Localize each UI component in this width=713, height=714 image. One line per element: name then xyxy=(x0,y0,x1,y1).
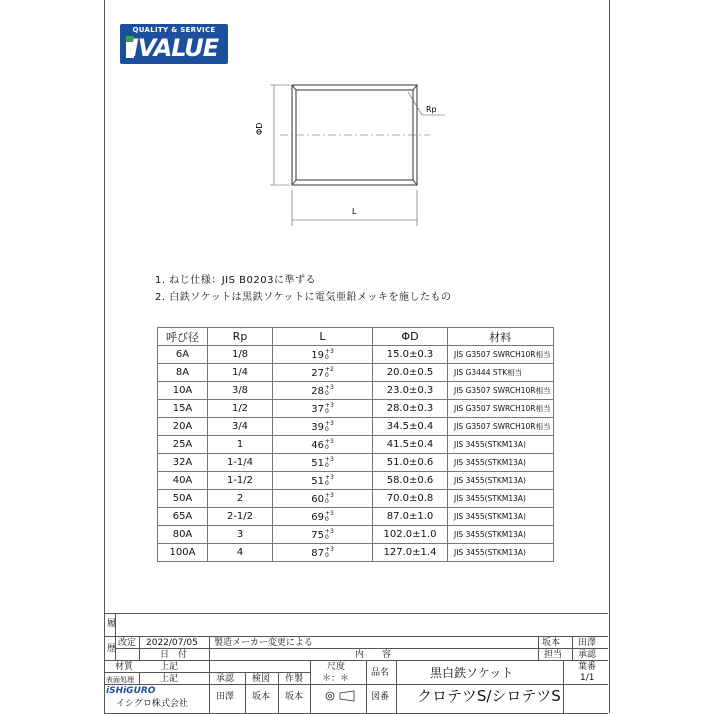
tolerance-lower: 0 xyxy=(324,407,329,415)
cell-material: JIS 3455(STKM13A) xyxy=(448,544,554,562)
revision-by: 坂本 xyxy=(542,638,561,648)
cell-diameter: 15.0±0.3 xyxy=(373,346,448,364)
tolerance-lower: 0 xyxy=(324,533,329,541)
cell-length xyxy=(273,490,373,508)
length-value: 87 xyxy=(311,547,324,559)
socket-drawing xyxy=(240,80,460,230)
table-row xyxy=(158,526,554,544)
length-tolerance xyxy=(325,493,334,505)
checker: 坂本 xyxy=(252,692,271,702)
length-tolerance xyxy=(325,403,334,415)
tolerance-upper: +3 xyxy=(324,383,334,391)
note-1: 1. ねじ仕様：JIS B0203に準ずる xyxy=(155,275,316,286)
cell-diameter: 28.0±0.3 xyxy=(373,400,448,418)
length-value: 27 xyxy=(311,367,324,379)
cell-length xyxy=(273,544,373,562)
charge-label: 担当 xyxy=(544,650,563,660)
approver: 田澤 xyxy=(216,692,235,702)
cell-rp: 3 xyxy=(208,526,273,544)
tolerance-upper: +3 xyxy=(324,491,334,499)
revision-content: 製造メーカー変更による xyxy=(214,638,313,648)
length-tolerance xyxy=(325,421,334,433)
header-diameter: ΦD xyxy=(373,328,448,346)
cell-length xyxy=(273,364,373,382)
tolerance-lower: 0 xyxy=(324,479,329,487)
cell-rp: 2-1/2 xyxy=(208,508,273,526)
cell-material: JIS G3507 SWRCH10R相当 xyxy=(448,382,554,400)
drawing-no-value: クロテツS/シロテツS xyxy=(417,687,561,705)
name-label: 品名 xyxy=(371,668,390,678)
rp-label: Rp xyxy=(426,105,437,114)
material-value: 上記 xyxy=(160,662,179,672)
tolerance-lower: 0 xyxy=(324,389,329,397)
ivalue-logo xyxy=(120,24,228,64)
length-value: 19 xyxy=(311,349,324,361)
spec-body xyxy=(158,346,554,562)
length-value: 46 xyxy=(311,439,324,451)
cell-rp: 4 xyxy=(208,544,273,562)
length-value: 69 xyxy=(311,511,324,523)
length-value: 39 xyxy=(311,421,324,433)
header-material: 材料 xyxy=(448,328,554,346)
note-2: 2. 白鉄ソケットは黒鉄ソケットに電気亜鉛メッキを施したもの xyxy=(155,292,452,303)
cell-size: 100A xyxy=(158,544,208,562)
cell-rp: 1 xyxy=(208,436,273,454)
length-value: 28 xyxy=(311,385,324,397)
tolerance-lower: 0 xyxy=(324,551,329,559)
table-row xyxy=(158,508,554,526)
content-label: 内 容 xyxy=(355,650,392,660)
cell-material: JIS 3455(STKM13A) xyxy=(448,508,554,526)
made-label: 作製 xyxy=(285,674,304,684)
maker: 坂本 xyxy=(285,692,304,702)
cell-length xyxy=(273,418,373,436)
length-tolerance xyxy=(325,439,334,451)
cell-material: JIS G3507 SWRCH10R相当 xyxy=(448,346,554,364)
header-rp: Rp xyxy=(208,328,273,346)
cell-size: 40A xyxy=(158,472,208,490)
cell-rp: 1/4 xyxy=(208,364,273,382)
history-label: 歴 xyxy=(107,644,117,654)
cell-rp: 1/2 xyxy=(208,400,273,418)
length-value: 51 xyxy=(311,475,324,487)
revision-date: 2022/07/05 xyxy=(146,638,198,648)
cell-rp: 2 xyxy=(208,490,273,508)
cell-rp: 1-1/2 xyxy=(208,472,273,490)
cell-size: 25A xyxy=(158,436,208,454)
logo-tagline: QUALITY & SERVICE xyxy=(132,26,216,34)
length-tolerance xyxy=(325,385,334,397)
cell-size: 6A xyxy=(158,346,208,364)
tolerance-upper: +3 xyxy=(324,437,334,445)
length-value: 51 xyxy=(311,457,324,469)
cell-material: JIS 3455(STKM13A) xyxy=(448,490,554,508)
length-tolerance xyxy=(325,547,334,559)
revision-check: 田澤 xyxy=(578,638,597,648)
company-logo: iSHiGURO xyxy=(106,686,156,696)
cell-diameter: 51.0±0.6 xyxy=(373,454,448,472)
cell-size: 65A xyxy=(158,508,208,526)
cell-diameter: 87.0±1.0 xyxy=(373,508,448,526)
cell-size: 8A xyxy=(158,364,208,382)
tolerance-upper: +3 xyxy=(324,473,334,481)
company-name: イシグロ株式会社 xyxy=(116,699,188,709)
surface-label: 表面処理 xyxy=(106,676,134,684)
tolerance-upper: +3 xyxy=(324,419,334,427)
tolerance-lower: 0 xyxy=(324,425,329,433)
sheet-label: 葉番 xyxy=(578,662,597,672)
table-row xyxy=(158,346,554,364)
diameter-label: ΦD xyxy=(255,122,264,135)
cell-diameter: 23.0±0.3 xyxy=(373,382,448,400)
cell-size: 50A xyxy=(158,490,208,508)
length-value: 75 xyxy=(311,529,324,541)
scale-label: 尺度 xyxy=(327,662,346,672)
cell-length xyxy=(273,508,373,526)
length-value: 60 xyxy=(311,493,324,505)
length-tolerance xyxy=(325,529,334,541)
tolerance-upper: +3 xyxy=(324,455,334,463)
cell-rp: 3/8 xyxy=(208,382,273,400)
notes xyxy=(155,272,452,306)
cell-material: JIS 3455(STKM13A) xyxy=(448,436,554,454)
projection-symbol-icon xyxy=(320,689,360,703)
length-value: 37 xyxy=(311,403,324,415)
tolerance-lower: 0 xyxy=(324,371,329,379)
check-label: 検図 xyxy=(252,674,271,684)
cell-length xyxy=(273,472,373,490)
tolerance-lower: 0 xyxy=(324,353,329,361)
tolerance-upper: +3 xyxy=(324,401,334,409)
approve2-label: 承認 xyxy=(216,674,235,684)
material-label: 材質 xyxy=(115,662,134,672)
cell-material: JIS G3444 STK相当 xyxy=(448,364,554,382)
length-tolerance xyxy=(325,367,334,379)
table-row xyxy=(158,400,554,418)
cell-material: JIS 3455(STKM13A) xyxy=(448,472,554,490)
tolerance-lower: 0 xyxy=(324,443,329,451)
tolerance-upper: +3 xyxy=(324,545,334,553)
table-row xyxy=(158,472,554,490)
tolerance-upper: +3 xyxy=(324,527,334,535)
cell-length xyxy=(273,400,373,418)
cell-size: 15A xyxy=(158,400,208,418)
cell-material: JIS G3507 SWRCH10R相当 xyxy=(448,400,554,418)
drawing-no-label: 図番 xyxy=(371,692,390,702)
cell-rp: 1-1/4 xyxy=(208,454,273,472)
cell-length xyxy=(273,526,373,544)
product-name: 黒白鉄ソケット xyxy=(430,666,514,680)
tolerance-lower: 0 xyxy=(324,461,329,469)
table-row xyxy=(158,544,554,562)
cell-material: JIS 3455(STKM13A) xyxy=(448,454,554,472)
sheet-value: 1/1 xyxy=(580,673,595,683)
revision-mark: 改定 xyxy=(118,638,137,648)
cell-size: 32A xyxy=(158,454,208,472)
cell-size: 80A xyxy=(158,526,208,544)
table-row xyxy=(158,454,554,472)
date-label: 日 付 xyxy=(160,650,188,660)
table-row xyxy=(158,418,554,436)
tolerance-upper: +3 xyxy=(324,509,334,517)
revision-label: 履 xyxy=(107,619,117,629)
length-label: L xyxy=(352,207,357,216)
table-row xyxy=(158,382,554,400)
tolerance-lower: 0 xyxy=(324,515,329,523)
cell-diameter: 34.5±0.4 xyxy=(373,418,448,436)
cell-rp: 1/8 xyxy=(208,346,273,364)
approve-label: 承認 xyxy=(578,650,597,660)
cell-material: JIS 3455(STKM13A) xyxy=(448,526,554,544)
cell-rp: 3/4 xyxy=(208,418,273,436)
cell-diameter: 41.5±0.4 xyxy=(373,436,448,454)
cell-material: JIS G3507 SWRCH10R相当 xyxy=(448,418,554,436)
length-tolerance xyxy=(325,475,334,487)
cell-diameter: 20.0±0.5 xyxy=(373,364,448,382)
cell-size: 20A xyxy=(158,418,208,436)
tolerance-upper: +2 xyxy=(324,365,334,373)
surface-value: 上記 xyxy=(160,674,179,684)
length-tolerance xyxy=(325,511,334,523)
tolerance-upper: +3 xyxy=(324,347,334,355)
cell-length xyxy=(273,382,373,400)
header-size: 呼び径 xyxy=(158,328,208,346)
cell-length xyxy=(273,436,373,454)
cell-diameter: 127.0±1.4 xyxy=(373,544,448,562)
length-tolerance xyxy=(325,457,334,469)
cell-diameter: 58.0±0.6 xyxy=(373,472,448,490)
tolerance-lower: 0 xyxy=(324,497,329,505)
spec-table xyxy=(157,327,554,562)
table-row xyxy=(158,436,554,454)
cell-length xyxy=(273,454,373,472)
spec-header-row xyxy=(158,328,554,346)
length-tolerance xyxy=(325,349,334,361)
table-row xyxy=(158,364,554,382)
cell-size: 10A xyxy=(158,382,208,400)
cell-length xyxy=(273,346,373,364)
scale-value: ＊：＊ xyxy=(322,674,350,684)
header-length: L xyxy=(273,328,373,346)
cell-diameter: 70.0±0.8 xyxy=(373,490,448,508)
logo-wordmark: IVALUE xyxy=(129,34,219,62)
cell-diameter: 102.0±1.0 xyxy=(373,526,448,544)
table-row xyxy=(158,490,554,508)
